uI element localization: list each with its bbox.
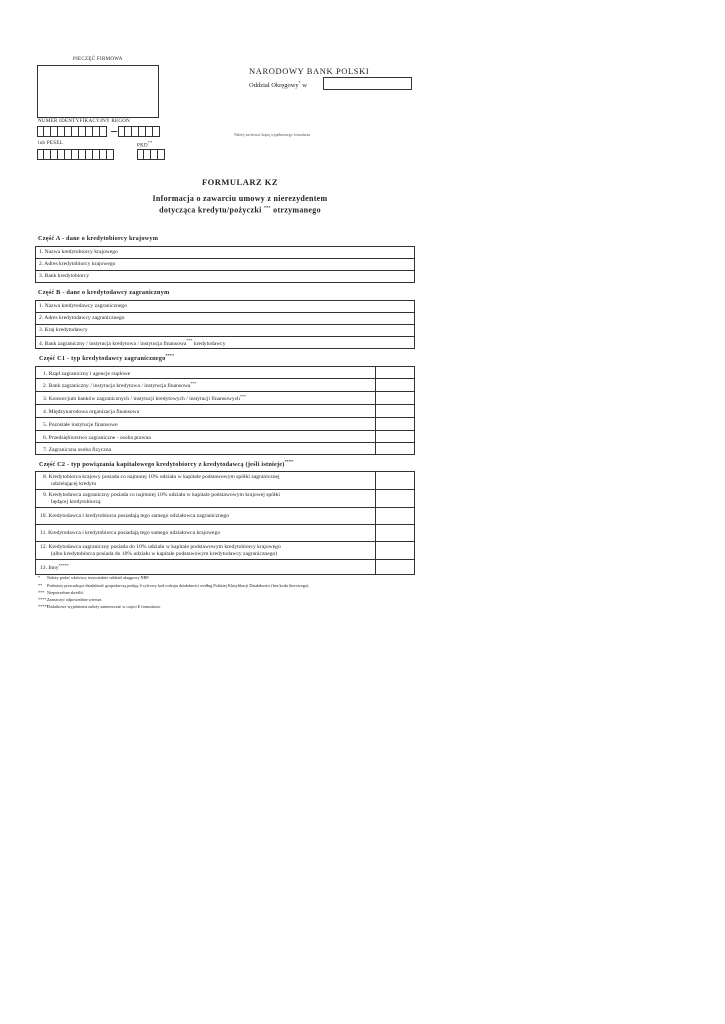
part-a-row[interactable]: 2. Adres kredytobiorcy krajowego xyxy=(36,259,415,271)
c1-row-label: 4. Międzynarodowa organizacja finansowa xyxy=(36,405,376,418)
c1-row-checkbox[interactable] xyxy=(376,379,415,392)
c2-row-label: 13. Inny***** xyxy=(36,560,376,575)
regon-dash xyxy=(111,131,117,132)
c1-row-label: 7. Zagraniczna osoba fizyczna xyxy=(36,443,376,455)
stamp-label: PIECZĘĆ FIRMOWA xyxy=(73,57,123,62)
footnote: ****Zaznaczyć odpowiednie wiersze. xyxy=(38,597,103,602)
part-a-row[interactable]: 1. Nazwa kredytobiorcy krajowego xyxy=(36,247,415,259)
form-title: FORMULARZ KZ xyxy=(201,177,279,187)
branch-label: Oddział Okręgowy* w xyxy=(249,80,307,90)
c2-row-checkbox[interactable] xyxy=(376,490,415,508)
part-c2-table xyxy=(35,471,415,575)
c1-row-checkbox[interactable] xyxy=(376,418,415,431)
c1-row-label: 1. Rząd zagraniczny i agencje rządowe xyxy=(36,367,376,379)
part-a-table xyxy=(35,246,415,283)
c1-row-checkbox[interactable] xyxy=(376,392,415,405)
pkd-label: PKD** xyxy=(137,140,153,149)
form-subtitle-line1: Informacja o zawarciu umowy z nierezydentem xyxy=(152,194,328,203)
footnote: *** Niepotrzebne skreślić. xyxy=(38,590,85,595)
footnote: ** Podmioty prowadzące działalność gospodarczą podają 4-cyfrowy kod rodzaju działalności według Polskiej Klasyfikacji Działalności (bez kodu literowego). xyxy=(38,583,310,588)
c1-row-checkbox[interactable] xyxy=(376,443,415,455)
c2-row-label: 8. Kredytobiorca krajowy posiada co najmniej 10% udziału w kapitale podstawowym spółki zagranicznej udzielającej kredytu xyxy=(36,472,376,490)
c2-row-label: 10. Kredytodawca i kredytobiorca posiadają tego samego odziałowca zagranicznego xyxy=(36,508,376,525)
c1-row-label: 2. Bank zagraniczny / instytucja kredytowa / instytucja finansowa*** xyxy=(36,379,376,392)
c1-row-label: 6. Przedsiębiorstwo zagraniczne - osoba prawna xyxy=(36,431,376,443)
c2-row-checkbox[interactable] xyxy=(376,472,415,490)
part-a-row[interactable]: 3. Bank kredytobiorcy xyxy=(36,271,415,283)
c1-row-checkbox[interactable] xyxy=(376,431,415,443)
c1-row-label: 5. Pozostałe instytucje finansowe xyxy=(36,418,376,431)
c2-row-checkbox[interactable] xyxy=(376,560,415,575)
form-subtitle-line2: dotycząca kredytu/pożyczki *** otrzymanego xyxy=(159,205,321,215)
footnote: * Należy podać właściwy terytorialnie oddział okręgowy NBP. xyxy=(38,575,150,580)
part-c1-heading: Część C1 - typ kredytodawcy zagranicznego**** xyxy=(39,353,175,363)
part-a-heading: Część A - dane o kredytobiorcy krajowym xyxy=(38,235,159,242)
part-b-row[interactable]: 1. Nazwa kredytodawcy zagranicznego xyxy=(36,301,415,313)
c1-row-checkbox[interactable] xyxy=(376,405,415,418)
company-stamp-field[interactable] xyxy=(37,65,159,118)
keep-copy-note: Należy zachować kopię wypełnionego formularza xyxy=(234,133,311,137)
c2-row-label: 11. Kredytodawca i kredytobiorca posiadają tego samego udziałowca krajowego xyxy=(36,525,376,542)
c2-row-label: 12. Kredytodawca zagraniczny posiada do 10% udziału w kapitale podstawowym kredytobiorcy krajowego (albo kredytobiorca posiada do 10% udziału w kapitale podstawowym kredytodawcy zagranicznego) xyxy=(36,542,376,560)
c2-row-checkbox[interactable] xyxy=(376,525,415,542)
regon-label: NUMER IDENTYFIKACYJNY REGON xyxy=(38,119,131,124)
part-b-row[interactable]: 2. Adres kredytodawcy zagranicznego xyxy=(36,313,415,325)
c1-row-label: 3. Konsorcjum banków zagranicznych / instytucji kredytowych / instytucji finansowych*** xyxy=(36,392,376,405)
c1-row-checkbox[interactable] xyxy=(376,367,415,379)
regon-suffix-field[interactable] xyxy=(118,126,160,137)
c2-row-checkbox[interactable] xyxy=(376,542,415,560)
regon-field[interactable] xyxy=(37,126,107,137)
part-b-table xyxy=(35,300,415,349)
part-b-row[interactable]: 3. Kraj kredytodawcy xyxy=(36,325,415,337)
pkd-field[interactable] xyxy=(137,149,165,160)
part-b-heading: Część B - dane o kredytodawcy zagranicznym xyxy=(38,289,170,296)
pesel-field[interactable] xyxy=(37,149,114,160)
c2-row-checkbox[interactable] xyxy=(376,508,415,525)
branch-input[interactable] xyxy=(323,77,412,90)
part-c2-heading: Część C2 - typ powiązania kapitałowego kredytobiorcy z kredytodawcą (jeśli istnieje)**** xyxy=(39,459,294,469)
bank-name: NARODOWY BANK POLSKI xyxy=(249,66,370,76)
c2-row-label: 9. Kredytodawca zagraniczny posiada co najmniej 10% udziału w kapitale podstawowym krajowej spółki będącej kredytobiorcą xyxy=(36,490,376,508)
pesel-label: lub PESEL xyxy=(38,141,64,146)
footnote: *****Dodatkowe wyjaśnienia należy zamieszczać w części E formularza. xyxy=(38,604,161,609)
part-b-row[interactable]: 4. Bank zagraniczny / instytucja kredytowa / instytucja finansowa*** kredytodawcy xyxy=(36,337,415,349)
part-c1-table xyxy=(35,366,415,455)
